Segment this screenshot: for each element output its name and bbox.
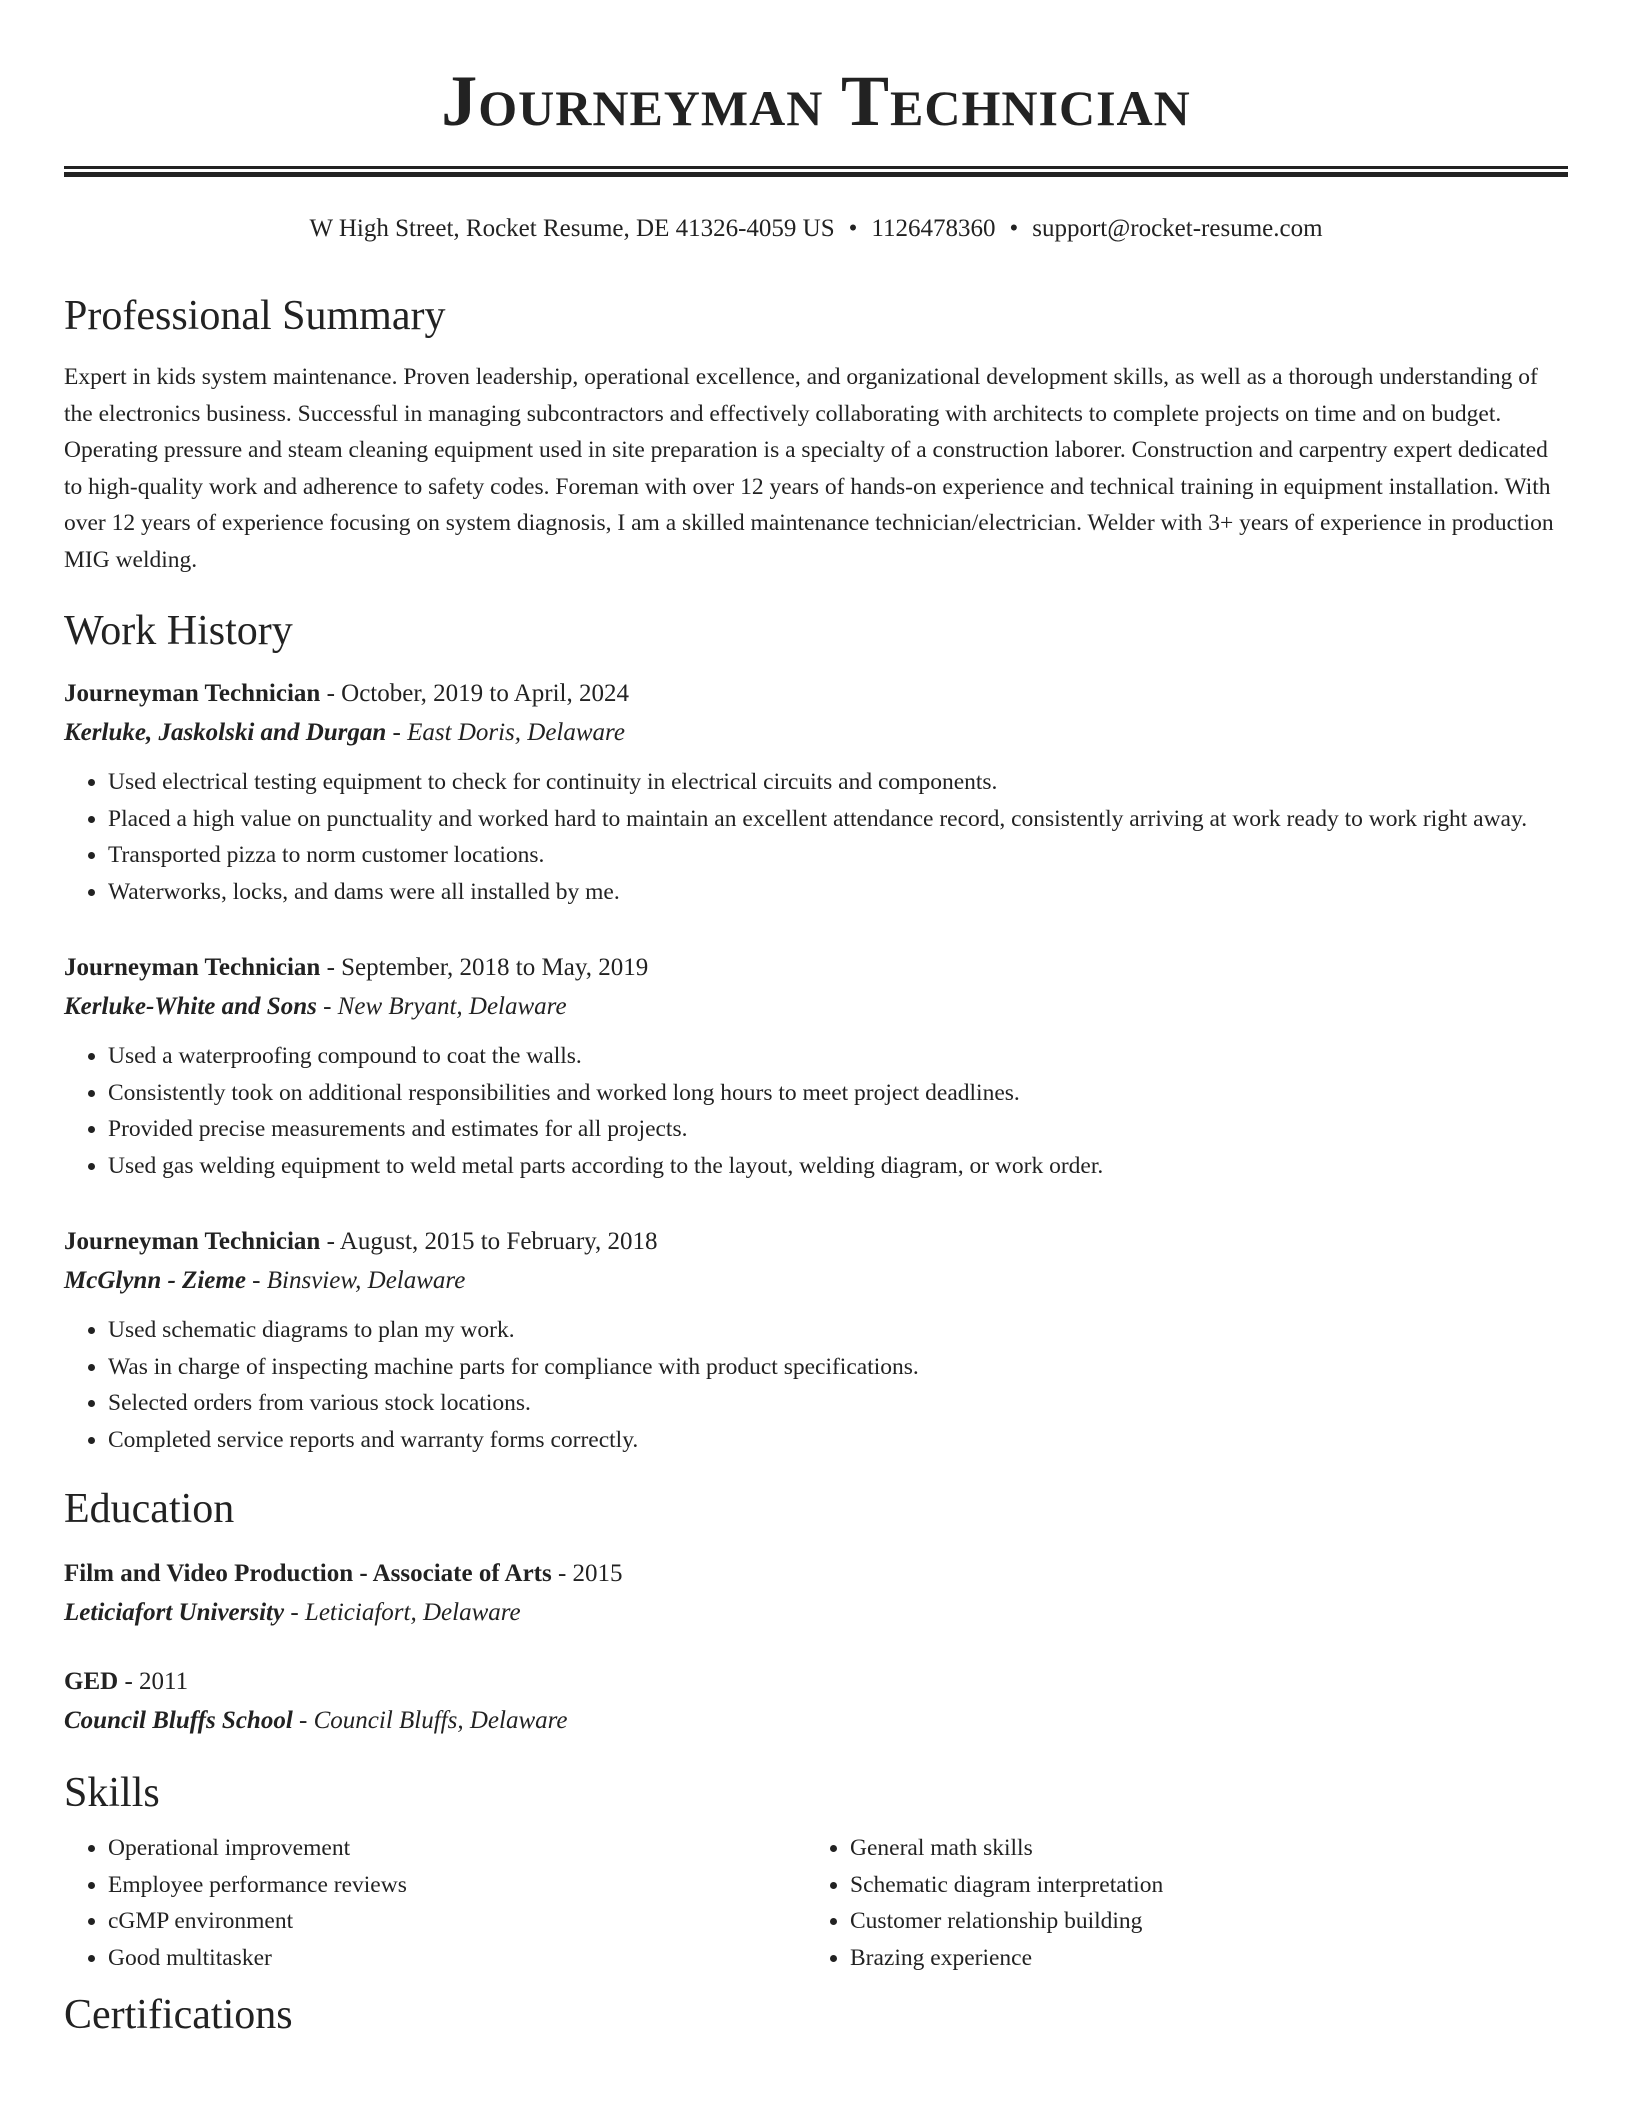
summary-paragraph: Expert in kids system maintenance. Proven leadership, operational excellence, and organizational development skills, as well as a thorough understanding of the electronics business. Successful in managing subcontractors and effectively collaborating with architects to complete projects on time and on budget. Operating pressure and steam cleaning equipment used in site preparation is a specialty of a construction laborer. Construction and carpentry expert dedicated to high-quality work and adherence to safety codes. Foreman with over 12 years of hands-on experience and technical training in equipment installation. With over 12 years of experience focusing on system diagnosis, I am a skilled maintenance technician/electrician. Welder with 3+ years of experience in production MIG welding. xyxy=(64,364,1554,573)
skill-item: • Brazing experience xyxy=(850,1940,1548,1977)
skill-item: • Good multitasker xyxy=(108,1940,806,1977)
job-bullet: • Used schematic diagrams to plan my work. xyxy=(108,1312,1568,1349)
section-title-work-history: Work History xyxy=(64,608,293,654)
resume-page xyxy=(64,0,1568,2040)
job-bullet: • Used a waterproofing compound to coat the walls. xyxy=(108,1038,1568,1075)
skills-grid xyxy=(64,1830,1568,1976)
job-company-line xyxy=(64,713,1568,752)
education-school: Council Bluffs School xyxy=(64,1707,293,1734)
job-bullet: • Was in charge of inspecting machine parts for compliance with product specifications. xyxy=(108,1349,1568,1386)
education-degree: Film and Video Production - Associate of Arts xyxy=(64,1560,552,1587)
job-role: Journeyman Technician xyxy=(64,954,321,981)
job-bullet-list xyxy=(64,1038,1568,1184)
job-dates: - August, 2015 to February, 2018 xyxy=(320,1228,658,1255)
job-bullet-list xyxy=(64,1312,1568,1458)
job-location: - Binsview, Delaware xyxy=(245,1267,466,1294)
job-role-line xyxy=(64,674,1568,713)
education-degree-line xyxy=(64,1554,1568,1593)
skill-item: • Operational improvement xyxy=(108,1830,806,1867)
skill-item: • General math skills xyxy=(850,1830,1548,1867)
education-entry xyxy=(64,1554,1568,1632)
education-school: Leticiafort University xyxy=(64,1599,285,1626)
job-company: Kerluke, Jaskolski and Durgan xyxy=(64,719,387,746)
resume-name-title: Journeyman Technician xyxy=(441,61,1191,141)
job-company-line xyxy=(64,987,1568,1026)
job-dates: - October, 2019 to April, 2024 xyxy=(320,680,629,707)
job-role: Journeyman Technician xyxy=(64,680,321,707)
section-title-certifications: Certifications xyxy=(64,1992,293,2038)
job-bullet: • Provided precise measurements and estimates for all projects. xyxy=(108,1111,1568,1148)
education-degree: GED xyxy=(64,1668,119,1695)
skill-item: • Employee performance reviews xyxy=(108,1867,806,1904)
job-bullet: • Selected orders from various stock locations. xyxy=(108,1385,1568,1422)
skills-list-left xyxy=(64,1830,806,1976)
skill-item: • cGMP environment xyxy=(108,1903,806,1940)
job-role-line xyxy=(64,948,1568,987)
education-degree-line xyxy=(64,1662,1568,1701)
job-bullet: • Consistently took on additional responsibilities and worked long hours to meet project deadlines. xyxy=(108,1075,1568,1112)
job-location: - East Doris, Delaware xyxy=(386,719,625,746)
contact-phone: 1126478360 xyxy=(871,215,996,242)
contact-address: W High Street, Rocket Resume, DE 41326-4059 US xyxy=(309,215,835,242)
job-bullet: • Waterworks, locks, and dams were all installed by me. xyxy=(108,874,1568,911)
job-bullet: • Used electrical testing equipment to check for continuity in electrical circuits and components. xyxy=(108,764,1568,801)
section-title-summary: Professional Summary xyxy=(64,293,446,339)
job-company: McGlynn - Zieme xyxy=(64,1267,246,1294)
education-entry xyxy=(64,1662,1568,1740)
education-school-line xyxy=(64,1593,1568,1632)
job-entry xyxy=(64,948,1568,1184)
job-company-line xyxy=(64,1261,1568,1300)
education-location: - Council Bluffs, Delaware xyxy=(292,1707,568,1734)
job-dates: - September, 2018 to May, 2019 xyxy=(320,954,649,981)
education-year: - 2015 xyxy=(551,1560,623,1587)
contact-line xyxy=(64,213,1568,245)
education-location: - Leticiafort, Delaware xyxy=(284,1599,521,1626)
job-company: Kerluke-White and Sons xyxy=(64,993,317,1020)
education-year: - 2011 xyxy=(118,1668,189,1695)
education-school-line xyxy=(64,1701,1568,1740)
section-title-education: Education xyxy=(64,1486,235,1532)
job-role: Journeyman Technician xyxy=(64,1228,321,1255)
skill-item: • Schematic diagram interpretation xyxy=(850,1867,1548,1904)
section-title-skills: Skills xyxy=(64,1770,160,1816)
job-bullet: • Completed service reports and warranty forms correctly. xyxy=(108,1422,1568,1459)
job-location: - New Bryant, Delaware xyxy=(316,993,567,1020)
job-bullet-list xyxy=(64,764,1568,910)
skill-item: • Customer relationship building xyxy=(850,1903,1548,1940)
contact-email: support@rocket-resume.com xyxy=(1032,215,1323,242)
contact-separator: • xyxy=(1009,215,1019,242)
job-bullet: • Used gas welding equipment to weld metal parts according to the layout, welding diagram, or work order. xyxy=(108,1148,1568,1185)
job-bullet: • Transported pizza to norm customer locations. xyxy=(108,837,1568,874)
header-double-rule xyxy=(64,166,1568,177)
job-bullet: • Placed a high value on punctuality and worked hard to maintain an excellent attendance record, consistently arriving at work ready to work right away. xyxy=(108,801,1568,838)
job-role-line xyxy=(64,1222,1568,1261)
contact-separator: • xyxy=(848,215,858,242)
skills-list-right xyxy=(806,1830,1548,1976)
job-entry xyxy=(64,1222,1568,1458)
job-entry xyxy=(64,674,1568,910)
